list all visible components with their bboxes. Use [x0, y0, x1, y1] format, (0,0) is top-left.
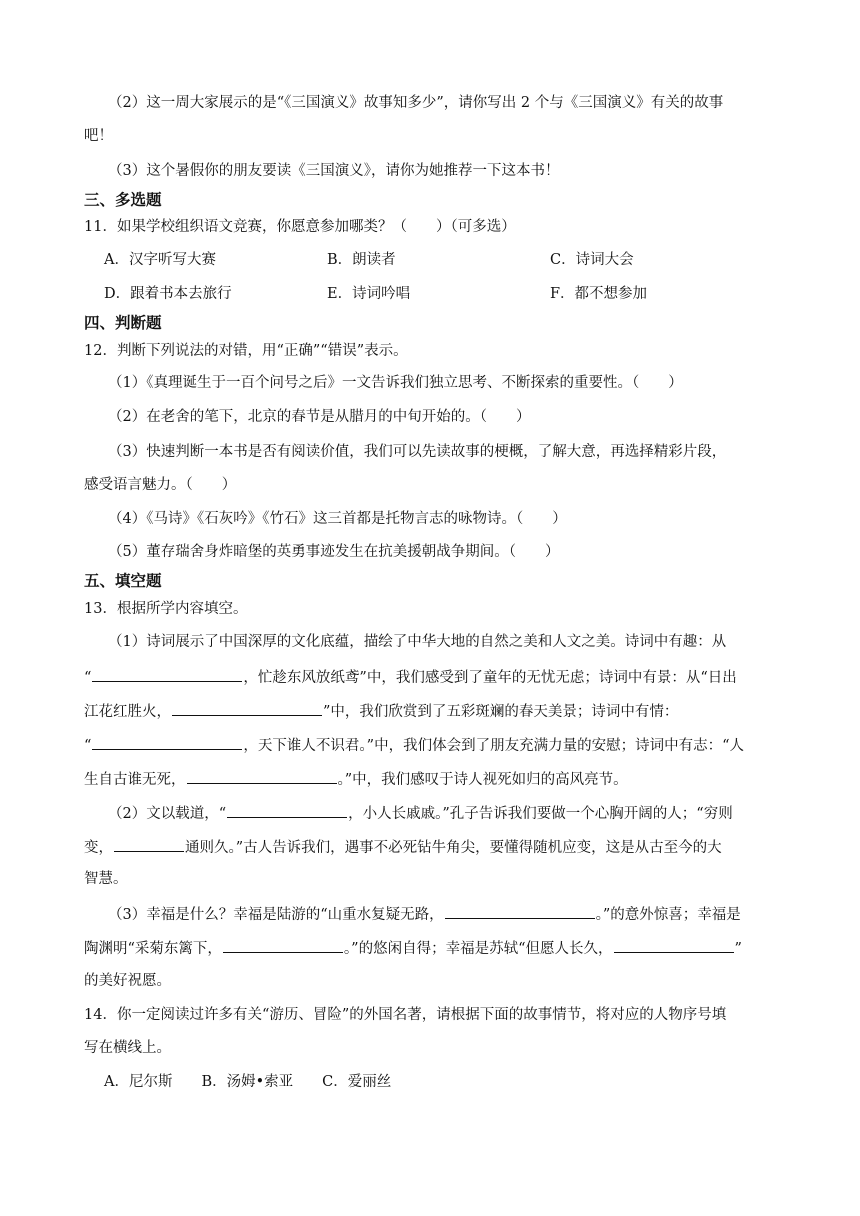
q10-sub2-line2: 吧！ — [84, 128, 113, 144]
q13-p1-line4-text: ，天下谁人不识君。”中，我们体会到了朋友充满力量的安慰；诗词中有志：“人 — [243, 738, 744, 754]
q11-option-f[interactable]: F．都不想参加 — [550, 286, 648, 302]
q13-p1-line4 — [84, 733, 744, 757]
q13-p3-line2-text: 。”的悠闲自得；幸福是苏轼“但愿人长久， — [343, 941, 613, 957]
q11-option-d[interactable]: D．跟着书本去旅行 — [104, 286, 232, 302]
section-title-fill-blank: 五、填空题 — [84, 572, 162, 590]
q13-p1-line2-text: ，忙趁东风放纸鸢”中，我们感受到了童年的无忧无虑；诗词中有景：从“日出 — [243, 670, 737, 686]
q12-item-2: （2）在老舍的笔下，北京的春节是从腊月的中旬开始的。（ ） — [108, 409, 531, 425]
q14-stem-line1: 14．你一定阅读过许多有关“游历、冒险”的外国名著，请根据下面的故事情节，将对应的人物序号填 — [84, 1007, 727, 1023]
q13-p3-line3: 的美好祝愿。 — [84, 973, 171, 989]
q13-p1-line5-start: 生自古谁无死， — [84, 772, 186, 788]
q11-option-c[interactable]: C．诗词大会 — [550, 252, 634, 268]
q12-item-3: （3）快速判断一本书是否有阅读价值，我们可以先读故事的梗概，了解大意，再选择精彩片段， — [108, 444, 727, 460]
fill-blank-8[interactable] — [223, 936, 343, 953]
q11-stem: 11．如果学校组织语文竞赛，你愿意参加哪类？（ ）（可多选） — [84, 219, 516, 235]
q13-p2-line2 — [84, 835, 722, 859]
q13-p2-line1 — [108, 801, 733, 825]
section-title-multiple-choice: 三、多选题 — [84, 191, 162, 209]
q13-p2-line1-start: （2）文以载道，“ — [108, 806, 227, 822]
q13-p2-line2-start: 变， — [84, 840, 113, 856]
q13-stem: 13．根据所学内容填空。 — [84, 601, 248, 617]
q13-p1-line3 — [84, 699, 678, 723]
q12-item-3-cont: 感受语言魅力。（ ） — [84, 477, 237, 493]
q13-p1-line5 — [84, 767, 628, 791]
q13-p2-line3: 智慧。 — [84, 871, 128, 887]
q14-options: A．尼尔斯 B．汤姆•索亚 C．爱丽丝 — [104, 1074, 392, 1090]
fill-blank-6[interactable] — [114, 835, 184, 852]
q13-p1-line1: （1）诗词展示了中国深厚的文化底蕴，描绘了中华大地的自然之美和人文之美。诗词中有趣：从 — [108, 634, 727, 650]
q13-p1-line3-text: ”中，我们欣赏到了五彩斑斓的春天美景；诗词中有情： — [323, 704, 679, 720]
fill-blank-5[interactable] — [227, 801, 347, 818]
fill-blank-9[interactable] — [614, 936, 734, 953]
q13-p3-line1-start: （3）幸福是什么？幸福是陆游的“山重水复疑无路， — [108, 907, 444, 923]
q12-item-5: （5）董存瑞舍身炸暗堡的英勇事迹发生在抗美援朝战争期间。（ ） — [108, 544, 560, 560]
q11-option-a[interactable]: A．汉字听写大赛 — [104, 252, 216, 268]
q12-item-1: （1）《真理诞生于一百个问号之后》一文告诉我们独立思考、不断探索的重要性。（ ） — [108, 375, 683, 391]
fill-blank-2[interactable] — [172, 699, 322, 716]
q10-sub3: （3）这个暑假你的朋友要读《三国演义》，请你为她推荐一下这本书！ — [108, 163, 560, 179]
q13-p3-line1 — [108, 902, 741, 926]
section-title-true-false: 四、判断题 — [84, 314, 162, 332]
fill-blank-7[interactable] — [445, 902, 595, 919]
fill-blank-1[interactable] — [92, 665, 242, 682]
q12-stem: 12．判断下列说法的对错，用“正确”“错误”表示。 — [84, 343, 408, 359]
q13-p3-line2-start: 陶渊明“采菊东篱下， — [84, 941, 222, 957]
q13-p1-line5-text: 。”中，我们感叹于诗人视死如归的高风亮节。 — [337, 772, 628, 788]
q10-sub2-line1: （2）这一周大家展示的是“《三国演义》故事知多少”，请你写出 2 个与《三国演义》有关的故事 — [108, 95, 724, 111]
q13-p1-line2 — [84, 665, 737, 689]
q11-option-b[interactable]: B．朗读者 — [327, 252, 396, 268]
q13-p2-line1-text: ，小人长戚戚。”孔子告诉我们要做一个心胸开阔的人；“穷则 — [348, 806, 733, 822]
q13-p1-line3-start: 江花红胜火， — [84, 704, 171, 720]
quote-mark: “ — [84, 670, 92, 686]
q11-option-e[interactable]: E．诗词吟唱 — [327, 286, 411, 302]
q13-p3-line1-text: 。”的意外惊喜；幸福是 — [595, 907, 741, 923]
q13-p2-line2-text: 通则久。”古人告诉我们，遇事不必死钻牛角尖，要懂得随机应变，这是从古至今的大 — [185, 840, 722, 856]
quote-mark: ” — [734, 941, 742, 957]
quote-mark: “ — [84, 738, 92, 754]
q14-stem-line2: 写在横线上。 — [84, 1040, 171, 1056]
fill-blank-3[interactable] — [92, 733, 242, 750]
q12-item-4: （4）《马诗》《石灰吟》《竹石》这三首都是托物言志的咏物诗。（ ） — [108, 511, 567, 527]
fill-blank-4[interactable] — [187, 767, 337, 784]
q13-p3-line2 — [84, 936, 742, 960]
